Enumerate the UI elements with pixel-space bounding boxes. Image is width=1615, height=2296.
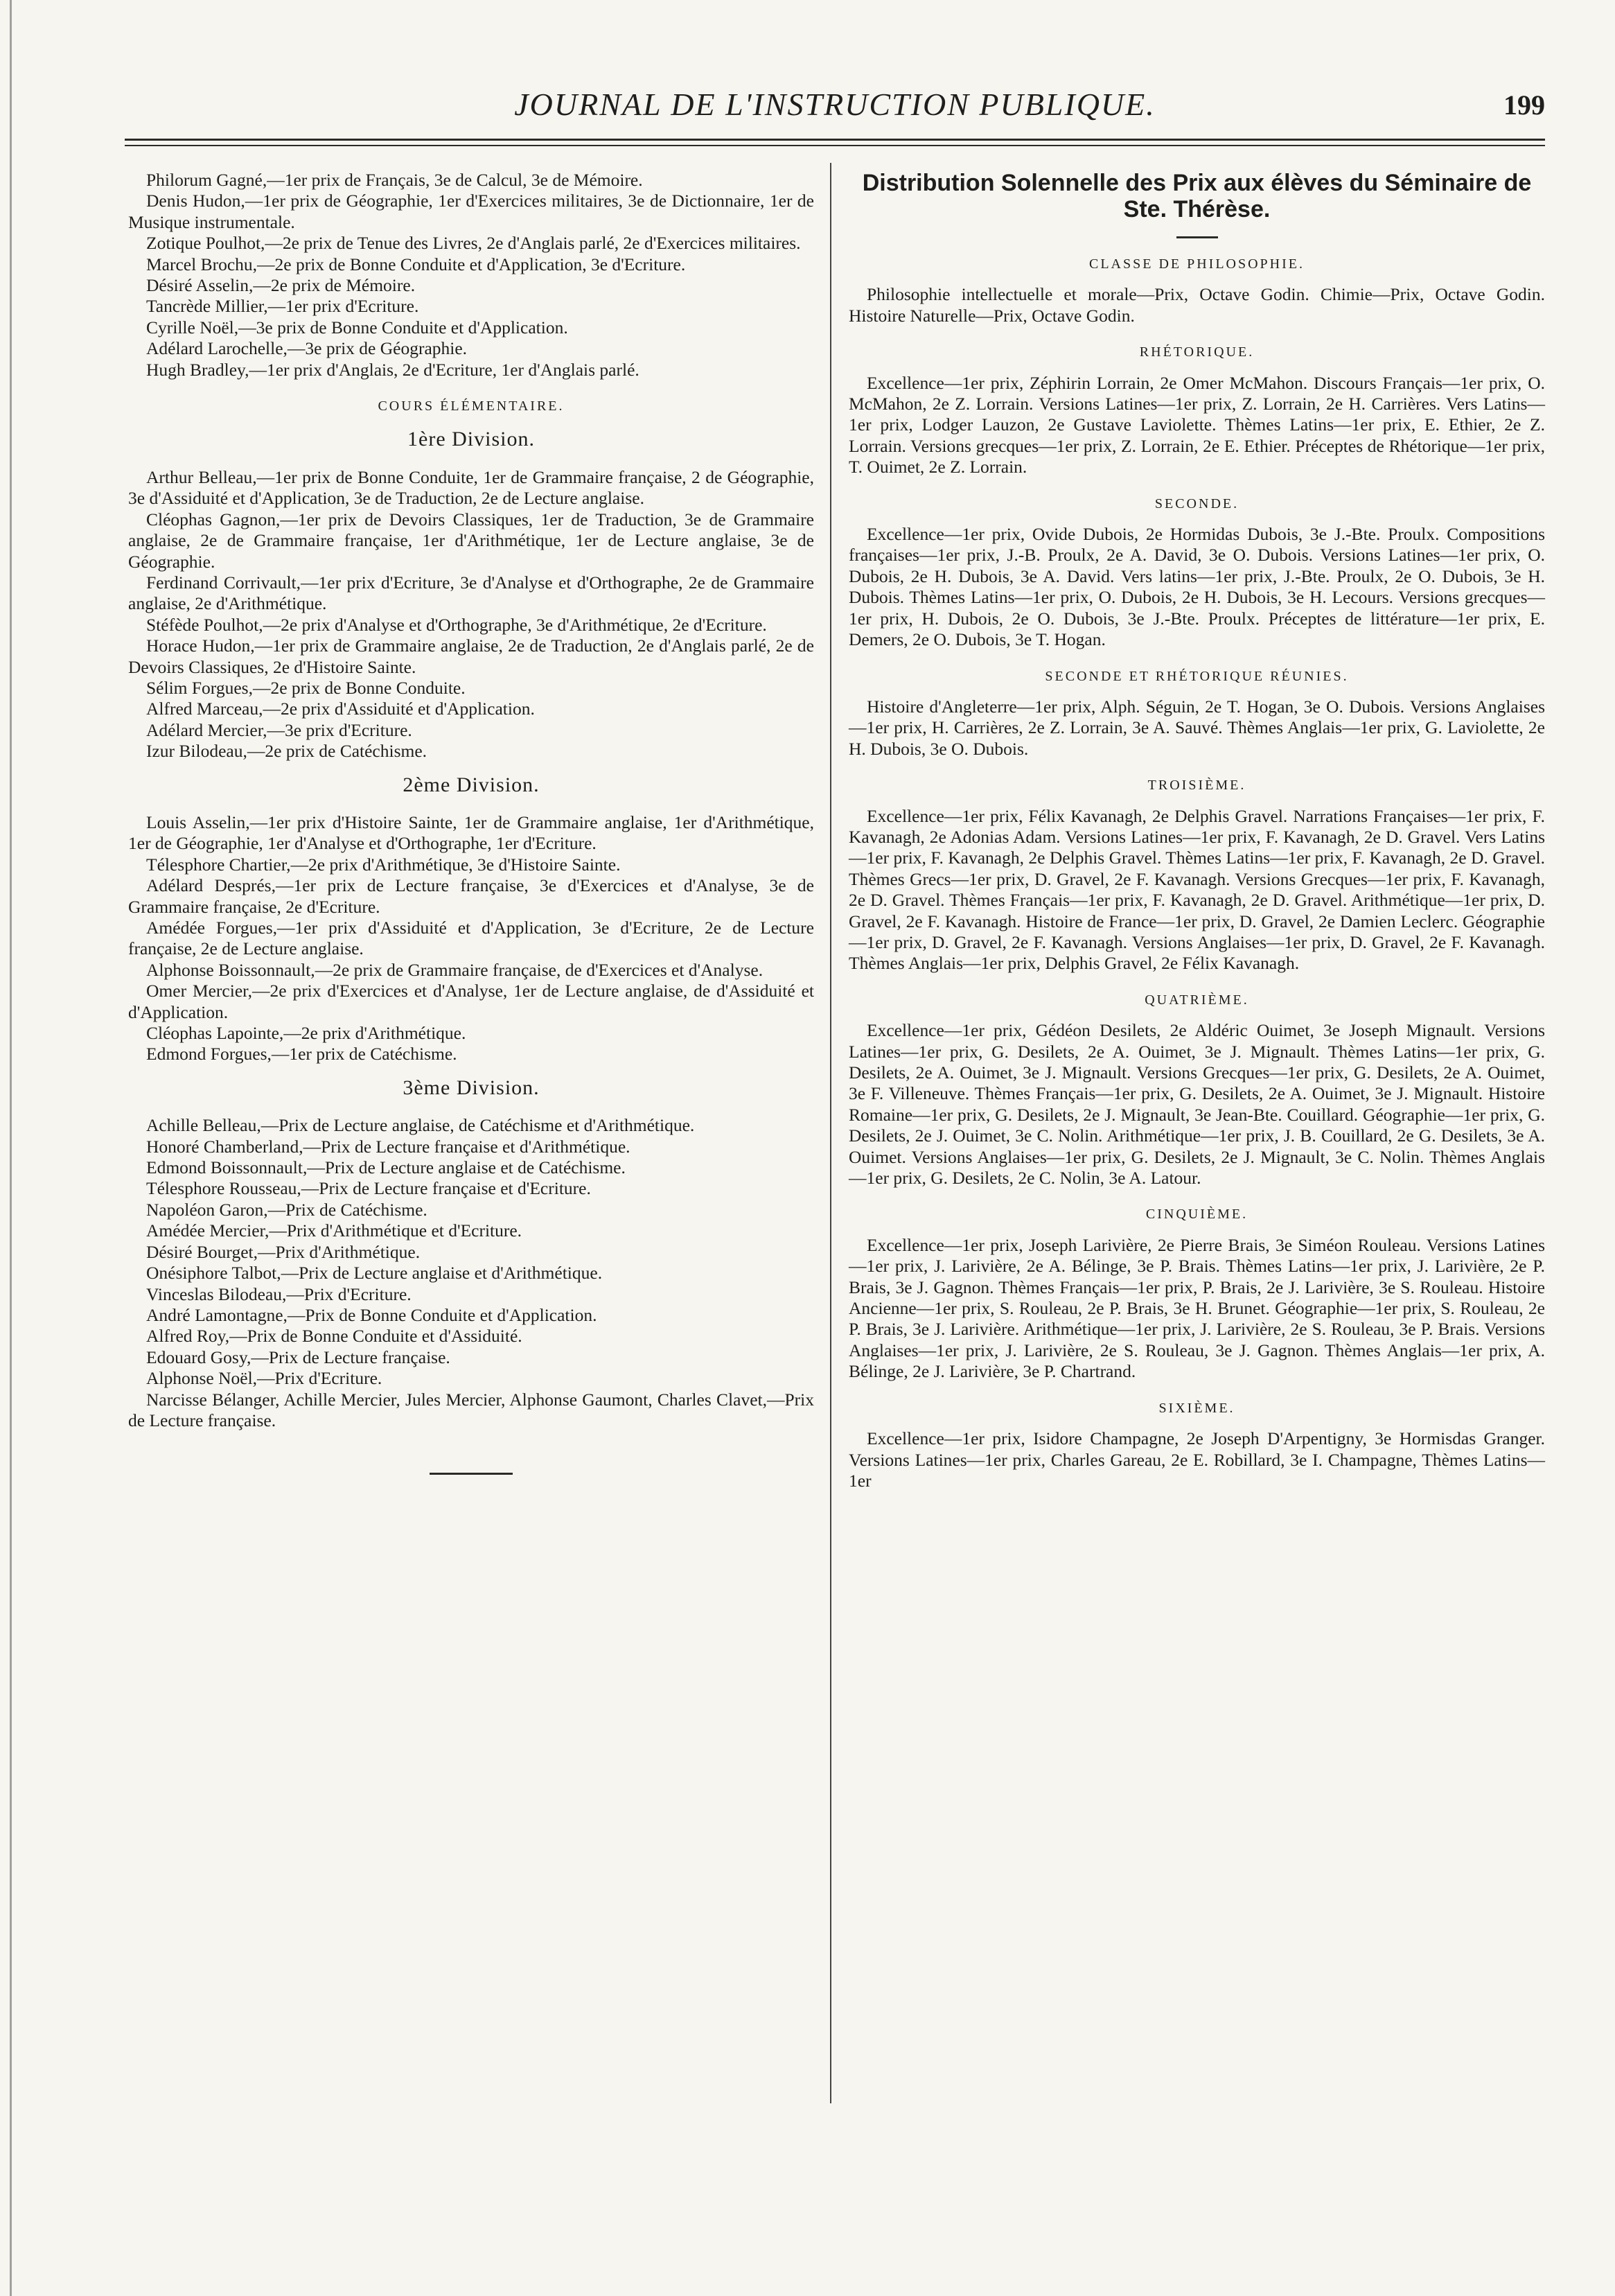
list-item: Horace Hudon,—1er prix de Grammaire anglaise, 2e de Traduction, 2e d'Anglais parlé, 2e de Devoirs Classiques, 2e d'Histoire Sainte.	[128, 636, 814, 677]
list-item: Alphonse Boissonnault,—2e prix de Grammaire française, de d'Exercices et d'Analyse.	[146, 959, 764, 980]
journal-title: JOURNAL DE L'INSTRUCTION PUBLIQUE.	[514, 87, 1156, 122]
list-item: André Lamontagne,—Prix de Bonne Conduite et d'Application.	[146, 1304, 597, 1325]
section-heading: COURS ÉLÉMENTAIRE.	[378, 398, 565, 414]
list-item: Vinceslas Bilodeau,—Prix d'Ecriture.	[146, 1283, 412, 1304]
section-heading: SECONDE.	[1154, 496, 1239, 511]
section-heading: SIXIÈME.	[1158, 1400, 1235, 1416]
division-heading: 1ère Division.	[407, 428, 535, 451]
page-edge	[10, 0, 12, 2296]
list-item: Désiré Bourget,—Prix d'Arithmétique.	[146, 1241, 421, 1262]
list-item: Zotique Poulhot,—2e prix de Tenue des Livres, 2e d'Anglais parlé, 2e d'Exercices militaires.	[146, 233, 801, 254]
section-paragraph: Excellence—1er prix, Gédéon Desilets, 2e Aldéric Ouimet, 3e Joseph Mignault. Versions Latines—1er prix, G. Desilets, 2e A. Ouimet, 3e J. Mignault. Thèmes Latins—1er prix, G. Desilets, 2e A. Ouimet, 3e J. Mignault. Versions Grecques—1er prix, G. Desilets, 2e A. Ouimet, 3e F. Villeneuve. Thèmes Français—1er prix, G. Desilets, 2e A. Ouimet, 3e J. Mignault. Histoire Romaine—1er prix, G. Desilets, 2e J. Mignault, 3e Jean-Bte. Couillard. Géographie—1er prix, G. Desilets, 2e J. Ouimet, 3e C. Nolin. Arithmétique—1er prix, J. B. Couillard, 2e G. Desilets, 3e A. Ouimet. Versions Anglaises—1er prix, G. Desilets, 2e J. Mignault, 3e C. Nolin. Thèmes Anglais—1er prix, G. Desilets, 2e C. Nolin, 3e A. Latour.	[849, 1020, 1545, 1189]
list-item: Télesphore Rousseau,—Prix de Lecture française et d'Ecriture.	[146, 1178, 591, 1199]
section-paragraph: Histoire d'Angleterre—1er prix, Alph. Séguin, 2e T. Hogan, 3e O. Dubois. Versions Anglaises—1er prix, H. Carrières, 2e Z. Lorrain, 3e A. Sauvé. Thèmes Anglais—1er prix, G. Laviolette, 2e H. Dubois, 3e O. Dubois.	[849, 696, 1545, 759]
list-item: Cyrille Noël,—3e prix de Bonne Conduite et d'Application.	[146, 317, 568, 338]
title-rule	[1176, 236, 1218, 238]
list-item: Adélard Després,—1er prix de Lecture française, 3e d'Exercices et d'Analyse, 3e de Grammaire française, 2e d'Ecriture.	[128, 875, 814, 917]
section-heading: SECONDE ET RHÉTORIQUE RÉUNIES.	[1045, 668, 1349, 684]
list-item: Omer Mercier,—2e prix d'Exercices et d'Analyse, 1er de Lecture anglaise, de d'Assiduité et d'Application.	[128, 981, 814, 1022]
list-item: Adélard Larochelle,—3e prix de Géographie.	[146, 338, 468, 359]
list-item: Philorum Gagné,—1er prix de Français, 3e de Calcul, 3e de Mémoire.	[146, 170, 643, 190]
list-item: Sélim Forgues,—2e prix de Bonne Conduite.	[146, 677, 466, 698]
column-divider	[830, 163, 831, 2103]
right-column	[849, 170, 1545, 1491]
list-item: Ferdinand Corrivault,—1er prix d'Ecriture, 3e d'Analyse et d'Orthographe, 2e de Grammaire anglaise, 2e d'Arithmétique.	[128, 572, 814, 614]
left-column	[128, 170, 814, 1489]
list-item: Denis Hudon,—1er prix de Géographie, 1er d'Exercices militaires, 3e de Dictionnaire, 1er de Musique instrumentale.	[128, 191, 814, 232]
list-item: Stéfède Poulhot,—2e prix d'Analyse et d'Orthographe, 3e d'Arithmétique, 2e d'Ecriture.	[146, 614, 767, 635]
list-item: Narcisse Bélanger, Achille Mercier, Jules Mercier, Alphonse Gaumont, Charles Clavet,—Prix de Lecture française.	[128, 1389, 814, 1430]
division-heading: 3ème Division.	[403, 1076, 540, 1099]
section-heading: QUATRIÈME.	[1145, 992, 1249, 1008]
list-item: Alfred Marceau,—2e prix d'Assiduité et d'Application.	[146, 699, 535, 719]
header-rule-bottom	[125, 145, 1545, 146]
section-paragraph: Excellence—1er prix, Joseph Larivière, 2e Pierre Brais, 3e Siméon Rouleau. Versions Latines—1er prix, J. Larivière, 2e A. Bélinge, 3e P. Brais. Thèmes Latins—1er prix, J. Larivière, 2e P. Brais, 3e J. Gagnon. Thèmes Français—1er prix, P. Brais, 2e J. Larivière, 3e S. Rouleau. Histoire Ancienne—1er prix, S. Rouleau, 2e P. Brais, 3e H. Brunet. Géographie—1er prix, S. Rouleau, 2e P. Brais, 3e J. Larivière. Arithmétique—1er prix, J. Larivière, 2e S. Rouleau, 3e P. Brais. Versions Anglaises—1er prix, J. Larivière, 2e S. Rouleau, 3e J. Gagnon. Thèmes Anglais—1er prix, A. Bélinge, 2e J. Larivière, 3e P. Chartrand.	[849, 1234, 1545, 1382]
list-item: Napoléon Garon,—Prix de Catéchisme.	[146, 1199, 427, 1220]
section-paragraph: Philosophie intellectuelle et morale—Prix, Octave Godin. Chimie—Prix, Octave Godin. Histoire Naturelle—Prix, Octave Godin.	[849, 284, 1545, 326]
list-item: Alfred Roy,—Prix de Bonne Conduite et d'Assiduité.	[146, 1326, 522, 1347]
list-item: Louis Asselin,—1er prix d'Histoire Sainte, 1er de Grammaire anglaise, 1er d'Arithmétique, 1er de Géographie, 1er d'Analyse et d'Orthographe, 1er d'Ecriture.	[128, 812, 814, 854]
distribution-title: Distribution Solennelle des Prix aux élèves du Séminaire de Ste. Thérèse.	[862, 170, 1532, 222]
list-item: Arthur Belleau,—1er prix de Bonne Conduite, 1er de Grammaire française, 2 de Géographie, 3e d'Assiduité et d'Application, 3e de Traduction, 2e de Lecture anglaise.	[128, 466, 814, 509]
list-item: Amédée Forgues,—1er prix d'Assiduité et d'Application, 3e d'Ecriture, 2e de Lecture française, 2e de Lecture anglaise.	[128, 918, 814, 959]
section-paragraph: Excellence—1er prix, Ovide Dubois, 2e Hormidas Dubois, 3e J.-Bte. Proulx. Compositions françaises—1er prix, J.-B. Proulx, 2e A. David, 3e O. Dubois. Versions Latines—1er prix, O. Dubois, 2e H. Dubois, 3e A. David. Vers latins—1er prix, J.-Bte. Proulx, 2e O. Dubois, 3e H. Dubois. Thèmes Latins—1er prix, O. Dubois, 2e H. Dubois, 3e H. Lecours. Versions grecques—1er prix, H. Dubois, 2e O. Dubois, 3e J.-Bte. Proulx. Préceptes de littérature—1er prix, E. Demers, 2e O. Dubois, 3e T. Hogan.	[849, 524, 1545, 650]
page-header	[125, 82, 1545, 137]
list-item: Télesphore Chartier,—2e prix d'Arithmétique, 3e d'Histoire Sainte.	[146, 854, 621, 875]
list-item: Désiré Asselin,—2e prix de Mémoire.	[146, 275, 416, 296]
end-rule	[430, 1473, 513, 1475]
list-item: Alphonse Noël,—Prix d'Ecriture.	[146, 1368, 382, 1389]
list-item: Adélard Mercier,—3e prix d'Ecriture.	[146, 719, 412, 740]
list-item: Edmond Boissonnault,—Prix de Lecture anglaise et de Catéchisme.	[146, 1157, 626, 1178]
page-number: 199	[1503, 89, 1545, 121]
header-rule-top	[125, 139, 1545, 141]
list-item: Edouard Gosy,—Prix de Lecture française.	[146, 1347, 450, 1367]
division-heading: 2ème Division.	[403, 773, 540, 796]
section-paragraph: Excellence—1er prix, Zéphirin Lorrain, 2e Omer McMahon. Discours Français—1er prix, O. McMahon, 2e Z. Lorrain. Versions Latines—1er prix, Z. Lorrain, 2e H. Carrières. Vers Latins—1er prix, Lodger Lauzon, 2e Gustave Laviolette. Thèmes Latins—1er prix, E. Ethier, 2e Z. Lorrain. Versions grecques—1er prix, Z. Lorrain, 2e E. Ethier. Préceptes de Rhétorique—1er prix, T. Ouimet, 2e Z. Lorrain.	[849, 372, 1545, 477]
list-item: Achille Belleau,—Prix de Lecture anglaise, de Catéchisme et d'Arithmétique.	[146, 1115, 695, 1136]
section-heading: TROISIÈME.	[1147, 778, 1246, 794]
list-item: Honoré Chamberland,—Prix de Lecture française et d'Arithmétique.	[146, 1136, 630, 1157]
section-heading: CLASSE DE PHILOSOPHIE.	[1088, 256, 1305, 272]
list-item: Hugh Bradley,—1er prix d'Anglais, 2e d'Ecriture, 1er d'Anglais parlé.	[146, 359, 639, 380]
section-paragraph: Excellence—1er prix, Félix Kavanagh, 2e Delphis Gravel. Narrations Françaises—1er prix, F. Kavanagh, 2e Adonias Adam. Versions Latines—1er prix, F. Kavanagh, 2e D. Gravel. Vers Latins—1er prix, F. Kavanagh, 2e Delphis Gravel. Thèmes Latins—1er prix, F. Kavanagh, 2e D. Gravel. Thèmes Grecs—1er prix, D. Gravel, 2e F. Kavanagh. Versions Grecques—1er prix, F. Kavanagh, 2e D. Gravel. Thèmes Français—1er prix, F. Kavanagh, 2e D. Gravel. Arithmétique—1er prix, D. Gravel, 2e F. Kavanagh. Histoire de France—1er prix, D. Gravel, 2e Damien Leclerc. Géographie—1er prix, D. Gravel, 2e F. Kavanagh. Versions Anglaises—1er prix, D. Gravel, 2e F. Kavanagh. Thèmes Anglais—1er prix, Delphis Gravel, 2e Félix Kavanagh.	[849, 805, 1545, 974]
list-item: Amédée Mercier,—Prix d'Arithmétique et d'Ecriture.	[146, 1220, 522, 1241]
section-heading: RHÉTORIQUE.	[1139, 344, 1255, 360]
list-item: Izur Bilodeau,—2e prix de Catéchisme.	[146, 741, 427, 762]
list-item: Tancrède Millier,—1er prix d'Ecriture.	[146, 296, 419, 317]
section-paragraph: Excellence—1er prix, Isidore Champagne, 2e Joseph D'Arpentigny, 3e Hormisdas Granger. Versions Latines—1er prix, Charles Gareau, 2e E. Robillard, 3e I. Champagne, Thèmes Latins—1er	[849, 1428, 1545, 1491]
list-item: Onésiphore Talbot,—Prix de Lecture anglaise et d'Arithmétique.	[146, 1263, 603, 1283]
section-heading: CINQUIÈME.	[1145, 1207, 1248, 1223]
list-item: Edmond Forgues,—1er prix de Catéchisme.	[146, 1044, 457, 1064]
list-item: Cléophas Lapointe,—2e prix d'Arithmétique.	[146, 1023, 466, 1044]
list-item: Marcel Brochu,—2e prix de Bonne Conduite et d'Application, 3e d'Ecriture.	[146, 254, 686, 274]
list-item: Cléophas Gagnon,—1er prix de Devoirs Classiques, 1er de Traduction, 3e de Grammaire anglaise, 2e de Grammaire française, 1er d'Arithmétique, 1er de Lecture anglaise, 3e de Géographie.	[128, 509, 814, 572]
